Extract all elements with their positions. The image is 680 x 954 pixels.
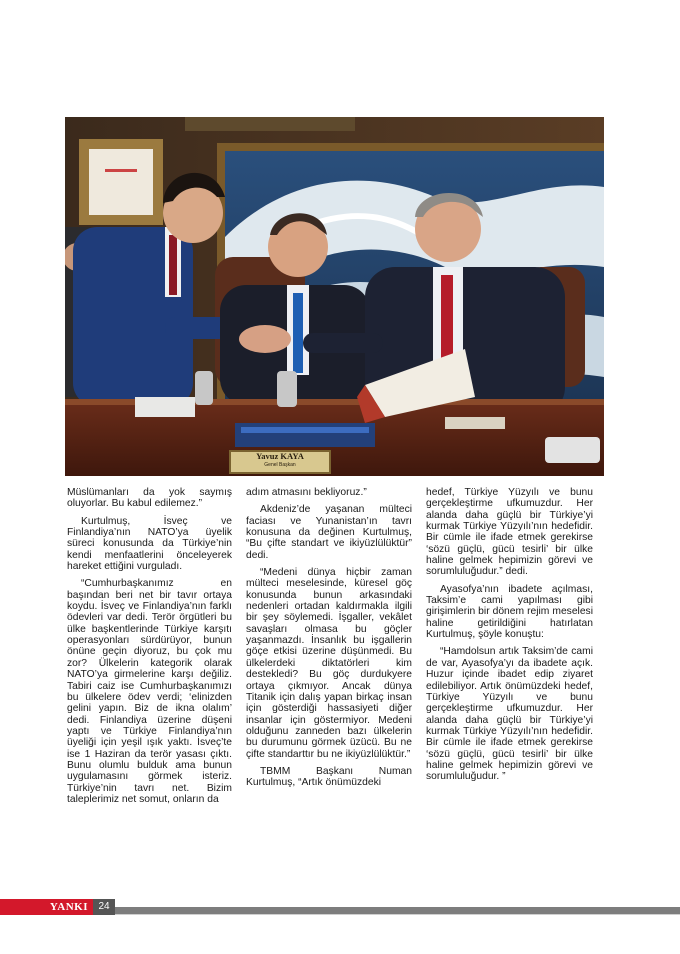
article-column-1 [67,487,232,811]
footer-brand: YANKI [0,899,93,915]
nameplate [230,451,330,473]
paragraph: “Medeni dünya hiçbir zaman mülteci meselesinde, küresel göç konusunda bunun arkasındaki nedenleri ortadan kaldırmakla ilgili bir şey söylemedi. İşgaller, vekâlet savaşları olmasa bu göçler yaşanmazdı. İnsanlık bu işgallerin göçe etkisi üzerine düşünmedi. Bu ülkelerdeki diktatörleri kim destekledi? Bu göç durdukyere ortaya çıkmıyor. Ancak dünya Titanik için dalış yapan birkaç insan için gösterdiği hassasiyeti diğer insanlar için göstermiyor. Medeni olduğunu zanneden bazı ülkelerin bu durumunu görmek üzücü. Bu ne çifte standarttır bu ne ikiyüzlülüktür.” [246,567,412,760]
paragraph: Ayasofya’nın ibadete açılması, Taksim’e cami yapılması gibi girişimlerin bir dönem rejim meselesi haline getirildiğini hatırlatan Kurtulmuş, şöyle konuştu: [426,583,593,641]
photo-illustration [65,117,604,476]
paragraph: Kurtulmuş, İsveç ve Finlandiya’nın NATO’ya üyelik süreci konusunda da Türkiye’nin kendi menfaatlerini önceleyerek hareket ettiğini vurguladı. [67,515,232,573]
article-column-2 [246,487,412,795]
paragraph: hedef, Türkiye Yüzyılı ve bunu gerçekleştirme ufkumuzdur. Her alanda daha güçlü bir Türkiye’yi kurmak Türkiye Yüzyılı’nın hedefidir. Bir cümle ile ifade etmek gerekirse ‘sözü güçlü, gücü tesirli’ bir ülke haline gelmek hepimizin görevi ve sorumluluğudur.” dedi. [426,487,593,578]
paragraph: Akdeniz’de yaşanan mülteci faciası ve Yunanistan’ın tavrı konusuna da değinen Kurtulmuş, “Bu çifte standart ve ikiyüzlülüktür” dedi. [246,504,412,561]
paragraph: “Cumhurbaşkanımız en başından beri net bir tavır ortaya koydu. İsveç ve Finlandiya’nın farklı ödevleri var dedi. Terör örgütleri bu ülke başkentlerinde Türkiye karşıtı operasyonları sürdürüyor, bunun önüne geçin diyoruz, bu çok mu zor? Ülkelerin kategorik olarak NATO’ya girmelerine karşı değiliz. Tabiri caiz ise Cumhurbaşkanımızı bu ülkelere ödev verdi; ‘elinizden gelini yapın. Biz de ikna olalım’ dedi. Finlandiya üzerine düşeni yaptı ve Türkiye Finlandiya’nın üyeliği için yeşil ışık yaktı. İsveç’te ise 1 Haziran da terör yasası çıktı. Bunu olumlu bulduk ama bunun uygulamasını görmek isteriz. Türkiye’nin tavrı net. Bizim taleplerimiz net somut, onların da [67,578,232,805]
paragraph: “Hamdolsun artık Taksim’de cami de var, Ayasofya’yı da ibadete açık. Huzur içinde ibadet edip ziyaret edilebiliyor. Artık önümüzdeki hedef, Türkiye Yüzyılı ve bunu gerçekleştirme ufkumuzdur. Her alanda daha güçlü bir Türkiye’yi kurmak Türkiye Yüzyılı’nın hedefidir. Bir cümle ile ifade etmek gerekirse ‘sözü güçlü, gücü tesirli’ bir ülke haline gelmek hepimizin görevi ve sorumluluğudur. ” [426,646,593,783]
nameplate-name: Yavuz KAYA [256,451,304,461]
paragraph: Müslümanları da yok saymış oluyorlar. Bu kabul edilemez.” [67,487,232,510]
nameplate-title: Genel Başkan [264,462,296,468]
page-number: 24 [93,899,115,915]
article-photo [65,117,604,476]
paragraph: adım atmasını bekliyoruz.” [246,487,367,498]
article-column-3 [426,487,593,789]
paragraph: TBMM Başkanı Numan Kurtulmuş, “Artık önümüzdeki [246,765,412,789]
footer-rule [115,914,680,915]
